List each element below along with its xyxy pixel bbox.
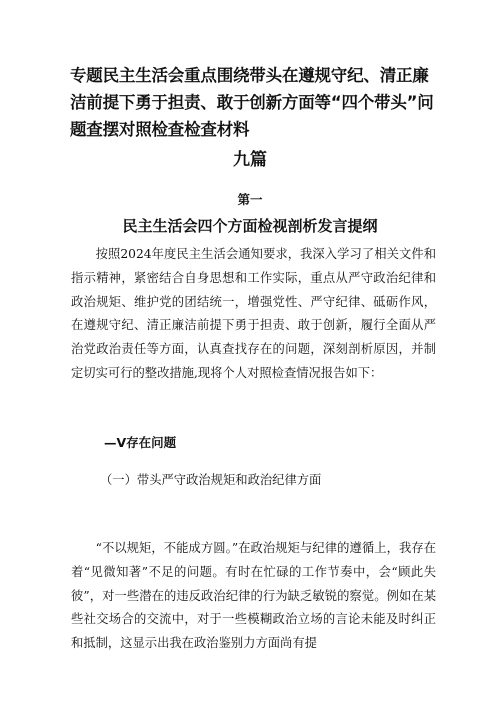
heading-existing-problems: —V存在问题 <box>104 435 177 450</box>
intro-paragraph: 按照2024年度民主生活会通知要求，我深入学习了相关文件和指示精神，紧密结合自身思想和工作实际，重点从严守政治纪律和政治规矩、维护党的团结统一，增强党性、严守纪律、砥砺作风，在遵规守纪、清正廉洁前提下勇于担责、敢于创新，履行全面从严治党政治责任等方面，认真查找存在的问题，深刻剖析原因，并制定切实可行的整改措施,现将个人对照检查情况报告如下： <box>71 247 436 380</box>
body-paragraph: “不以规矩，不能成方圆。”在政治规矩与纪律的遵循上，我存在着“见微知著”不足的问题。有时在忙碌的工作节奏中，会“顾此失彼”，对一些潜在的违反政治纪律的行为缺乏敏锐的察觉。例如在某些社交场合的交流中，对于一些模糊政治立场的言论未能及时纠正和抵制，这显示出我在政治鉴别力方面尚有提 <box>71 541 436 651</box>
section-number: 第一 <box>237 192 263 207</box>
heading-political-discipline: （一）带头严守政治规矩和政治纪律方面 <box>100 473 322 487</box>
document-title: 专题民主生活会重点围绕带头在遵规守纪、清正廉洁前提下勇于担责、敢于创新方面等“四个带头”问题查摆对照检查检查材料 <box>70 66 434 139</box>
section-title: 民主生活会四个方面检视剖析发言提纲 <box>122 217 378 235</box>
document-subtitle: 九篇 <box>233 150 267 170</box>
